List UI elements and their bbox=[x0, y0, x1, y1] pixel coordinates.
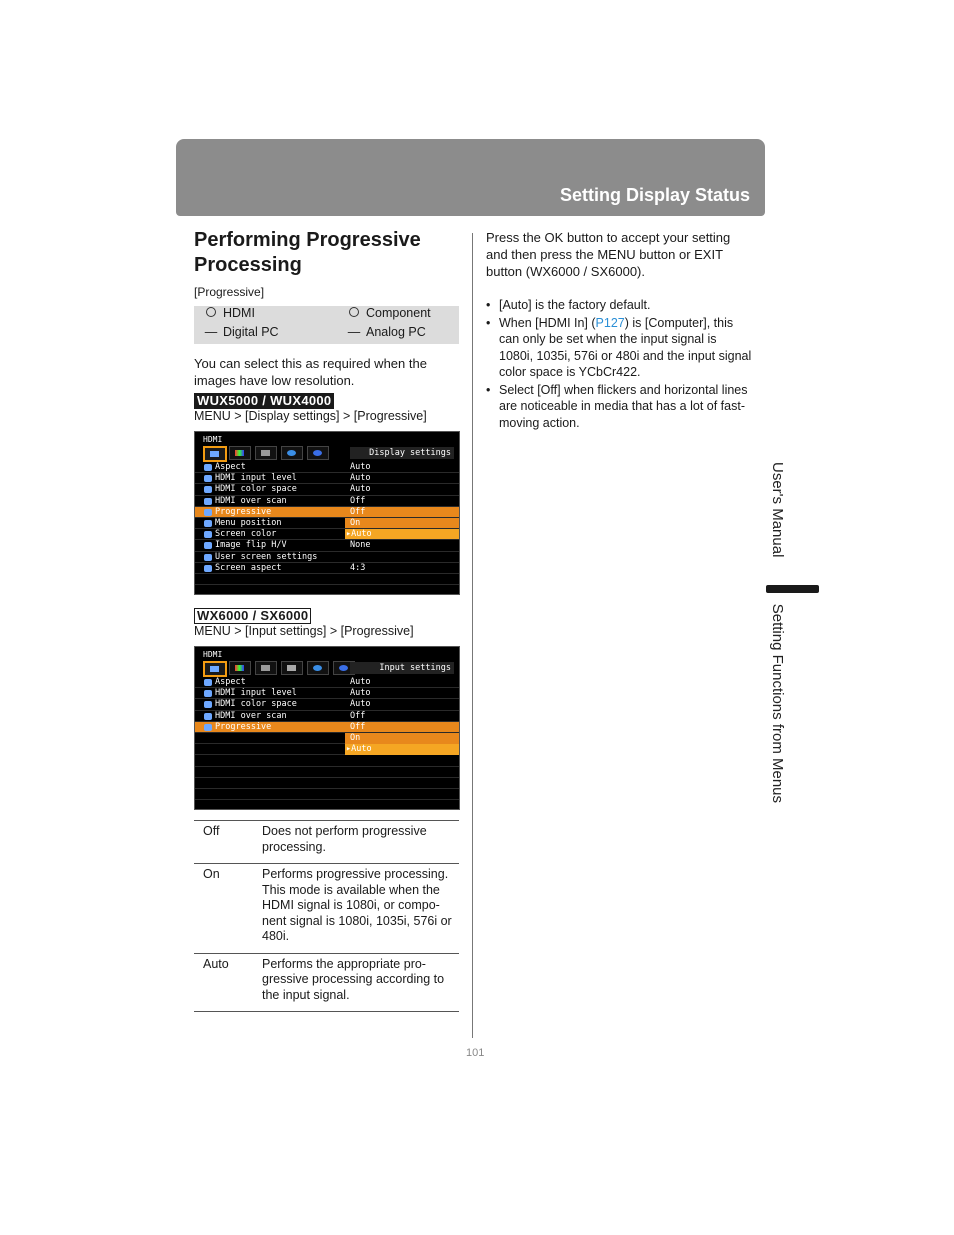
osd-row-empty bbox=[195, 778, 459, 789]
osd-row: HDMI over scan Off bbox=[195, 711, 459, 722]
available-circle-icon bbox=[349, 307, 359, 317]
osd-screenshot-display-settings bbox=[194, 431, 460, 595]
osd-row-empty bbox=[195, 789, 459, 800]
input-availability-box bbox=[194, 306, 459, 344]
input-digital-pc: — Digital PC bbox=[199, 325, 279, 339]
osd-row: Aspect Auto bbox=[195, 462, 459, 473]
install-tab-icon bbox=[281, 661, 303, 675]
osd-row-empty bbox=[195, 574, 459, 585]
screen-tab-icon bbox=[203, 446, 227, 462]
chapter-label: Setting Functions from Menus bbox=[769, 603, 786, 804]
list-item: • Select [Off] when flickers and horizontal lines are noticeable in media that has a lot of fast-moving action. bbox=[486, 382, 752, 432]
menu-path-a: MENU > [Display settings] > [Progressive] bbox=[194, 409, 427, 423]
list-item: • [Auto] is the factory default. bbox=[486, 297, 752, 314]
instruction-text: Press the OK button to accept your setting and then press the MENU button or EXIT button (WX6000 / SX6000). bbox=[486, 230, 731, 279]
osd-row: HDMI input level Auto bbox=[195, 473, 459, 484]
osd-row: Image flip H/V None bbox=[195, 540, 459, 551]
column-divider bbox=[472, 233, 473, 1038]
osd-panel-name: Input settings bbox=[350, 662, 454, 674]
input-component: Component bbox=[342, 306, 431, 320]
osd-row: HDMI color space Auto bbox=[195, 699, 459, 710]
osd-tabs bbox=[195, 659, 459, 677]
osd-panel-name: Display settings bbox=[350, 447, 454, 459]
network-tab-icon bbox=[307, 661, 329, 675]
model-tag-wx: WX6000 / SX6000 bbox=[194, 608, 311, 624]
unavailable-dash-icon: — bbox=[204, 325, 218, 339]
options-table bbox=[194, 820, 459, 1012]
screen-tab-icon bbox=[203, 661, 227, 677]
osd-row-empty bbox=[195, 755, 459, 766]
menu-path-b: MENU > [Input settings] > [Progressive] bbox=[194, 624, 414, 638]
osd-row-option-auto: ▸Auto bbox=[195, 744, 459, 755]
manual-label: User's Manual bbox=[769, 462, 786, 558]
osd-source: HDMI bbox=[203, 435, 223, 444]
osd-row-option-on: On bbox=[195, 733, 459, 744]
sidebar-tab bbox=[766, 462, 786, 842]
model-tag-wux: WUX5000 / WUX4000 bbox=[194, 393, 334, 409]
osd-row: Aspect Auto bbox=[195, 677, 459, 688]
install-tab-icon bbox=[255, 446, 277, 460]
section-title: Setting Display Status bbox=[559, 185, 750, 205]
osd-row: Screen aspect 4:3 bbox=[195, 563, 459, 574]
setting-tag: [Progressive] bbox=[194, 285, 265, 299]
osd-source: HDMI bbox=[203, 650, 223, 659]
table-row: On Performs progressive processing. This mode is available when the HDMI signal is 1080i, or compo-nent signal is 1080i, 1035i, 576i or 480i. bbox=[194, 864, 459, 954]
menu-key: MENU bbox=[597, 247, 636, 262]
color-tab-icon bbox=[229, 661, 251, 675]
page-link-p127[interactable]: P127 bbox=[595, 315, 625, 330]
osd-row: Screen color ▸Auto bbox=[195, 529, 459, 540]
ok-key: OK bbox=[544, 230, 564, 245]
osd-row-progressive-selected: Progressive Off bbox=[195, 722, 459, 733]
osd-row: HDMI over scan Off bbox=[195, 496, 459, 507]
header-band bbox=[176, 139, 765, 216]
list-item: • When [HDMI In] (P127) is [Computer], this can only be set when the input signal is 1080i, 1035i, 576i or 480i and the input signal color space is YCbCr422. bbox=[486, 315, 752, 381]
osd-row: HDMI input level Auto bbox=[195, 688, 459, 699]
input-tab-icon bbox=[255, 661, 277, 675]
page-title: Performing Progressive Processing bbox=[194, 229, 421, 276]
unavailable-dash-icon: — bbox=[347, 325, 361, 339]
osd-row-empty bbox=[195, 767, 459, 778]
intro-text: You can select this as required when the images have low resolution. bbox=[194, 356, 427, 388]
color-tab-icon bbox=[229, 446, 251, 460]
sidebar-marker bbox=[766, 585, 819, 593]
osd-row: User screen settings bbox=[195, 552, 459, 563]
table-row: Auto Performs the appropriate pro-gressive processing according to the input signal. bbox=[194, 954, 459, 1013]
osd-row: HDMI color space Auto bbox=[195, 484, 459, 495]
input-analog-pc: — Analog PC bbox=[342, 325, 426, 339]
page-number: 101 bbox=[466, 1047, 485, 1059]
osd-tabs bbox=[195, 444, 459, 462]
table-row: Off Does not perform progressive processing. bbox=[194, 821, 459, 864]
network-tab-icon bbox=[281, 446, 303, 460]
notes-list bbox=[486, 297, 752, 432]
input-hdmi: HDMI bbox=[199, 306, 255, 320]
osd-row: Menu position On bbox=[195, 518, 459, 529]
cursor-arrow: ▸Auto bbox=[346, 529, 372, 540]
info-tab-icon bbox=[307, 446, 329, 460]
osd-row-progressive-selected: Progressive Off bbox=[195, 507, 459, 518]
available-circle-icon bbox=[206, 307, 216, 317]
osd-screenshot-input-settings bbox=[194, 646, 460, 810]
exit-key: EXIT bbox=[694, 247, 723, 262]
